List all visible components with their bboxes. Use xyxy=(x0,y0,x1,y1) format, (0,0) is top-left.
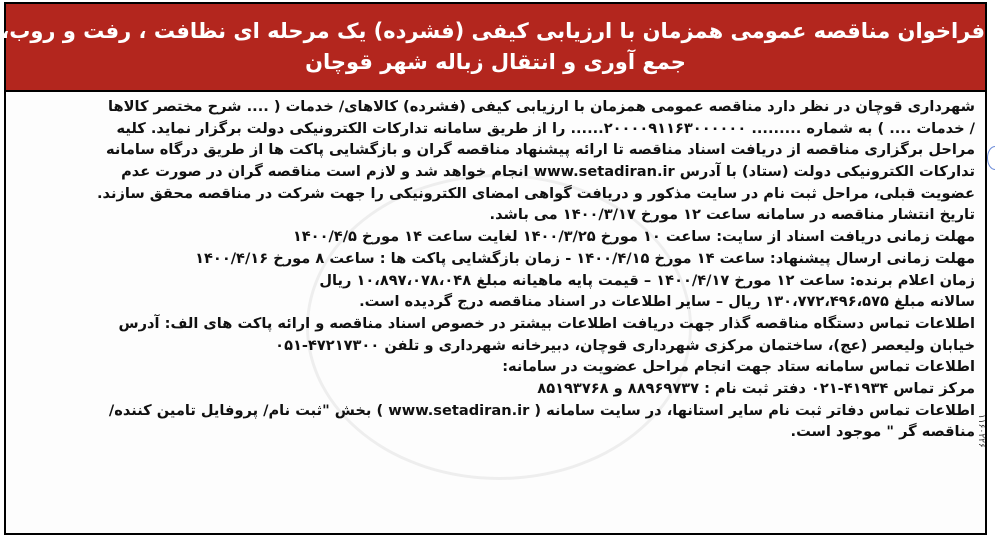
body-line: اطلاعات تماس دستگاه مناقصه گذار جهت دریافت اطلاعات بیشتر در خصوص اسناد مناقصه و ارائه پاکت های الف: آدرس xyxy=(118,314,975,332)
body-line: اطلاعات تماس سامانه ستاد جهت انجام مراحل عضویت در سامانه: xyxy=(502,358,975,376)
margin-circle-mark xyxy=(987,146,995,170)
body-line: زمان اعلام برنده: ساعت ۱۲ مورخ ۱۴۰۰/۴/۱۷ – قیمت پایه ماهیانه مبلغ ۱۰،۸۹۷،۰۷۸،۰۴۸ ریال xyxy=(319,271,975,289)
notice-title-banner xyxy=(1,4,985,92)
body-line: اطلاعات تماس دفاتر ثبت نام سایر استانها، در سایت سامانه ( www.setadiran.ir ) بخش "ثبت نام/ پروفایل تامین کننده/ xyxy=(108,401,975,419)
body-line: مناقصه گر " موجود است. xyxy=(790,423,975,441)
tender-notice xyxy=(1,2,987,535)
notice-body xyxy=(20,96,975,443)
side-reference-code: ۱۱۶۰۲۲۶ xyxy=(976,414,986,448)
body-line: تاریخ انتشار مناقصه در سامانه ساعت ۱۲ مورخ ۱۴۰۰/۳/۱۷ می باشد. xyxy=(489,206,975,224)
body-line: خیابان ولیعصر (عج)، ساختمان مرکزی شهرداری قوچان، دبیرخانه شهرداری و تلفن ۴۷۲۱۷۳۰۰-۰۵۱ xyxy=(275,336,975,354)
body-line: تدارکات الکترونیکی دولت (ستاد) با آدرس www.setadiran.ir انجام خواهد شد و لازم است مناقصه گران در صورت عدم xyxy=(121,163,975,181)
body-line: شهرداری قوچان در نظر دارد مناقصه عمومی همزمان با ارزیابی کیفی (فشرده) کالاهای/ خدمات ( .... شرح مختصر کالاها xyxy=(108,98,975,115)
body-line: مراحل برگزاری مناقصه از دریافت اسناد مناقصه تا ارائه پیشنهاد مناقصه گران و بازگشایی پاکت ها از طریق درگاه سامانه xyxy=(106,141,975,159)
body-line: مهلت زمانی ارسال پیشنهاد: ساعت ۱۴ مورخ ۱۴۰۰/۴/۱۵ - زمان بازگشایی پاکت ها : ساعت ۸ مورخ ۱۴۰۰/۴/۱۶ xyxy=(195,249,975,267)
body-line: / خدمات .... ) به شماره ......... ۲۰۰۰۰۹۱۱۶۳۰۰۰۰۰۰...... را از طریق سامانه تدارکات الکترونیکی دولت برگزار نماید. کلیه xyxy=(116,119,975,137)
body-line: سالانه مبلغ ۱۳۰،۷۷۲،۴۹۶،۵۷۵ ریال – سایر اطلاعات در اسناد مناقصه درج گردیده است. xyxy=(359,293,975,311)
body-line: مرکز تماس ۴۱۹۳۴-۰۲۱ دفتر ثبت نام : ۸۸۹۶۹۷۳۷ و ۸۵۱۹۳۷۶۸ xyxy=(537,379,975,397)
body-line: عضویت قبلی، مراحل ثبت نام در سایت مذکور و دریافت گواهی امضای الکترونیکی را جهت شرکت در مناقصه محقق سازند. xyxy=(97,184,975,202)
notice-title-line-1: فراخوان مناقصه عمومی همزمان با ارزیابی کیفی (فشرده) یک مرحله ای نظافت ، رفت و روب، xyxy=(1,19,985,43)
body-line: مهلت زمانی دریافت اسناد از سایت: ساعت ۱۰ مورخ ۱۴۰۰/۳/۲۵ لغایت ساعت ۱۴ مورخ ۱۴۰۰/۴/۵ xyxy=(292,228,975,246)
notice-title-line-2: جمع آوری و انتقال زباله شهر قوچان xyxy=(305,50,686,74)
